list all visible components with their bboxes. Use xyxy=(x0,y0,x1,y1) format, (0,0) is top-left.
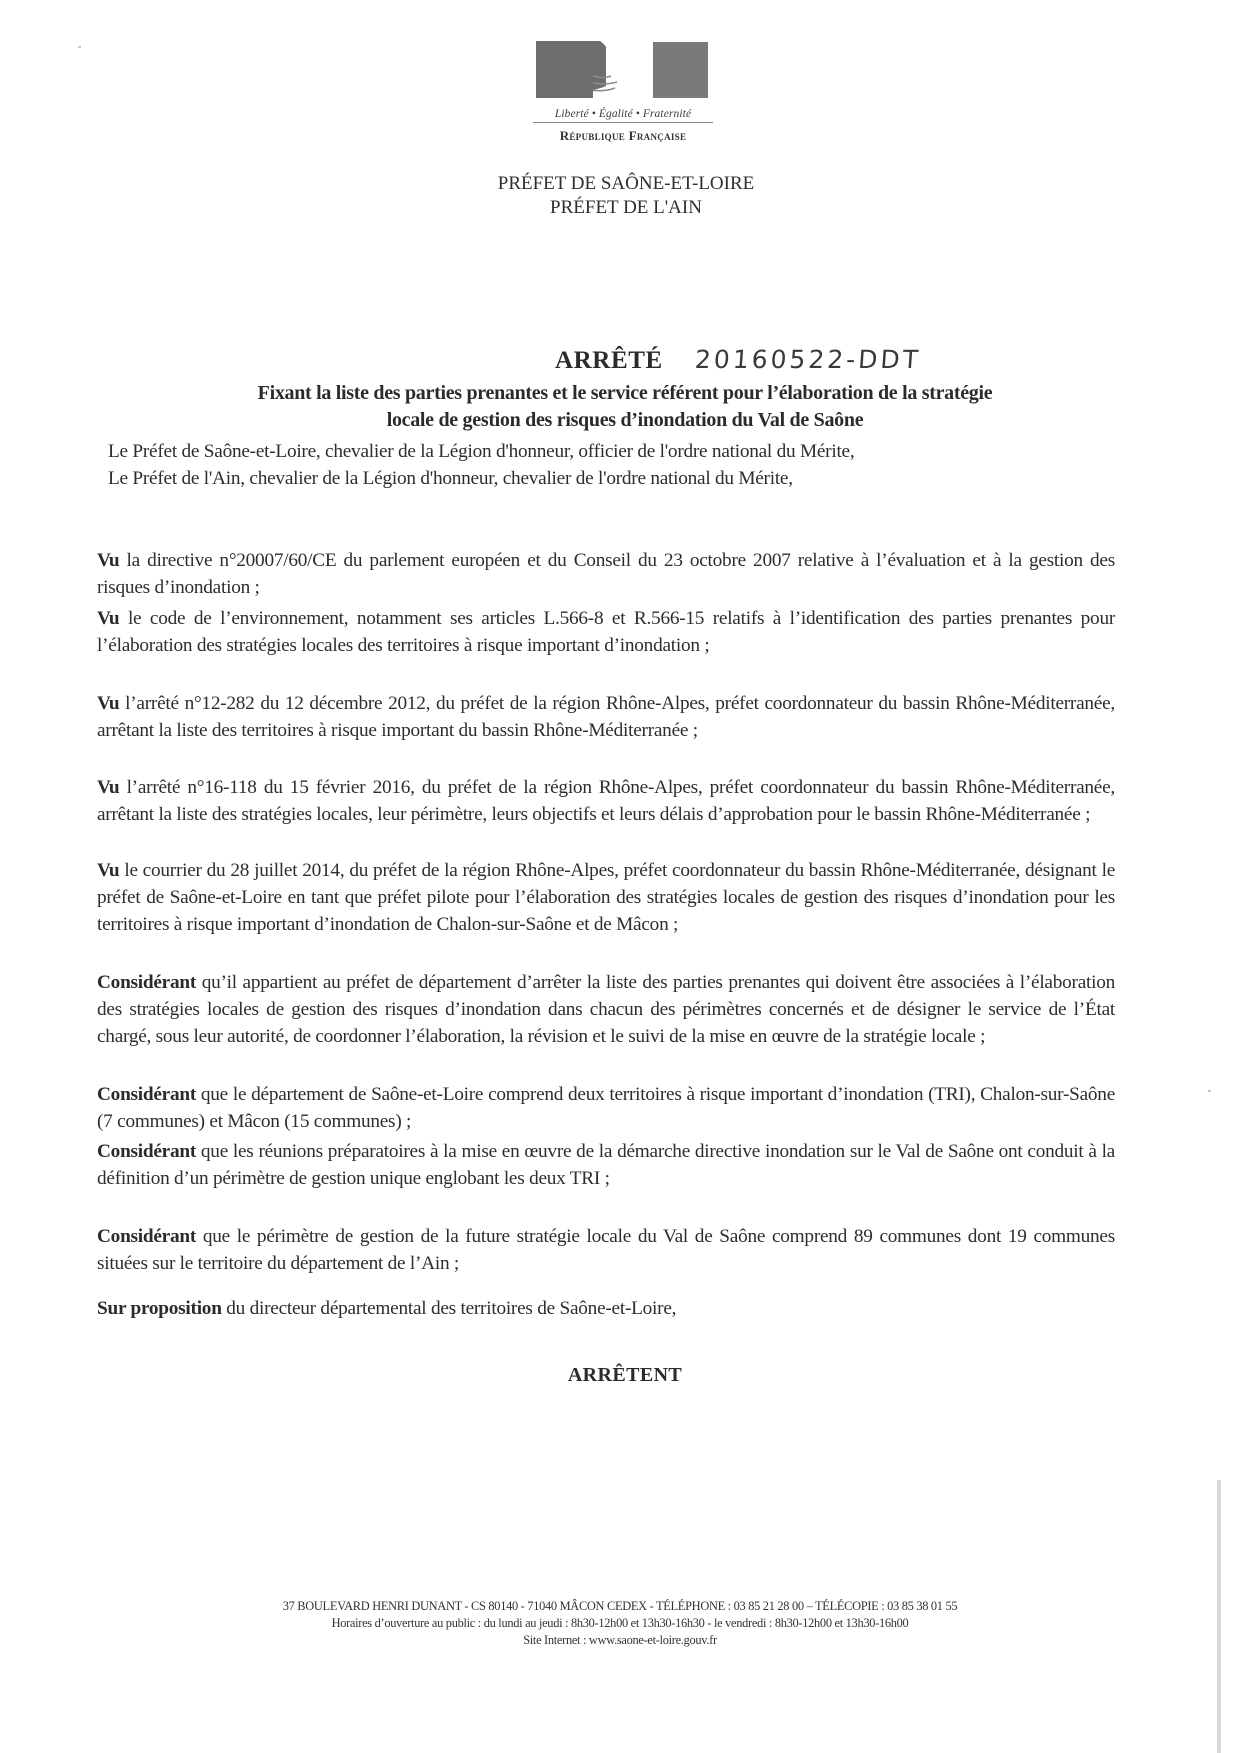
preamble-line: Le Préfet de l'Ain, chevalier de la Légion d'honneur, chevalier de l'ordre national du Mérite, xyxy=(108,468,793,489)
considerant-paragraph xyxy=(97,1081,1115,1135)
republic-name: République Française xyxy=(559,128,687,143)
prefet-ain: PRÉFET DE L'AIN xyxy=(550,197,702,218)
subtitle-line: locale de gestion des risques d’inondation du Val de Saône xyxy=(386,409,864,431)
republic-motto: Liberté • Égalité • Fraternité xyxy=(533,108,713,123)
visa-lead: Vu xyxy=(97,550,120,571)
decision-heading: ARRÊTENT xyxy=(567,1364,683,1386)
footer-address: 37 BOULEVARD HENRI DUNANT - CS 80140 - 71040 MÂCON CEDEX - TÉLÉPHONE : 03 85 21 28 00 – TÉLÉCOPIE : 03 85 38 01 55 xyxy=(282,1599,958,1613)
considerant-lead: Considérant xyxy=(97,1084,197,1105)
visa-lead: Vu xyxy=(97,860,120,881)
document-subtitle xyxy=(120,380,1130,434)
proposition-text: du directeur départemental des territoires de Saône-et-Loire, xyxy=(221,1298,677,1319)
issuing-authorities xyxy=(0,172,1240,220)
proposition-lead: Sur proposition xyxy=(97,1298,222,1319)
visa-paragraph xyxy=(97,690,1115,744)
considerant-paragraph xyxy=(97,969,1115,1050)
visa-paragraph xyxy=(97,547,1115,601)
visa-paragraph xyxy=(97,605,1115,659)
arrete-heading: ARRÊTÉ xyxy=(555,347,663,374)
preamble xyxy=(108,438,1118,492)
handwritten-decree-number: 20160522-DDT xyxy=(693,345,922,374)
document-title xyxy=(555,345,921,375)
considerant-text: que les réunions préparatoires à la mise en œuvre de la démarche directive inondation sur le Val de Saône ont conduit à la définition d’un périmètre de gestion unique englobant les deux TRI ; xyxy=(97,1141,1115,1189)
footer-hours: Horaires d’ouverture au public : du lundi au jeudi : 8h30-12h00 et 13h30-16h30 - le vendredi : 8h30-12h00 et 13h30-16h00 xyxy=(331,1616,909,1630)
considerant-lead: Considérant xyxy=(97,1141,197,1162)
preamble-line: Le Préfet de Saône-et-Loire, chevalier de la Légion d'honneur, officier de l'ordre national du Mérite, xyxy=(108,441,855,462)
visa-lead: Vu xyxy=(97,777,120,798)
considerant-lead: Considérant xyxy=(97,1226,197,1247)
visa-paragraph xyxy=(97,857,1115,938)
visa-lead: Vu xyxy=(97,608,120,629)
marianne-emblem-icon xyxy=(533,40,711,100)
visa-text: le courrier du 28 juillet 2014, du préfet de la région Rhône-Alpes, préfet coordonnateur du bassin Rhône-Méditerranée, désignant le préfet de Saône-et-Loire en tant que préfet pilote pour l’élaboration des stratégies locales de gestion des risques d’inondation pour les territoires à risque important d’inondation de Chalon-sur-Saône et de Mâcon ; xyxy=(97,860,1115,935)
considerant-text: que le département de Saône-et-Loire comprend deux territoires à risque important d’inondation (TRI), Chalon-sur-Saône (7 communes) et Mâcon (15 communes) ; xyxy=(97,1084,1115,1132)
marianne-logo xyxy=(533,40,713,143)
considerant-text: que le périmètre de gestion de la future stratégie locale du Val de Saône comprend 89 communes dont 19 communes situées sur le territoire du département de l’Ain ; xyxy=(97,1226,1115,1274)
page-footer xyxy=(160,1598,1080,1649)
scan-speck xyxy=(1208,1090,1211,1092)
scan-edge-line xyxy=(1217,1480,1221,1753)
considerant-text: qu’il appartient au préfet de département d’arrêter la liste des parties prenantes qui doivent être associées à l’élaboration des stratégies locales de gestion des risques d’inondation dans chacun des périmètres concernés et de désigner le service de l’État chargé, sous leur autorité, de coordonner l’élaboration, la révision et le suivi de la mise en œuvre de la stratégie locale ; xyxy=(97,972,1115,1047)
prefet-saone-et-loire: PRÉFET DE SAÔNE-ET-LOIRE xyxy=(497,173,755,194)
considerant-lead: Considérant xyxy=(97,972,197,993)
footer-website: Site Internet : www.saone-et-loire.gouv.fr xyxy=(523,1633,717,1647)
considerant-paragraph xyxy=(97,1138,1115,1192)
proposition-paragraph xyxy=(97,1295,1115,1322)
scan-speck xyxy=(78,46,81,48)
visa-text: l’arrêté n°12-282 du 12 décembre 2012, du préfet de la région Rhône-Alpes, préfet coordonnateur du bassin Rhône-Méditerranée, arrêtant la liste des territoires à risque important du bassin Rhône-Méditerranée ; xyxy=(97,693,1115,741)
visa-lead: Vu xyxy=(97,693,120,714)
visa-paragraph xyxy=(97,774,1115,828)
visa-text: le code de l’environnement, notamment ses articles L.566-8 et R.566-15 relatifs à l’identification des parties prenantes pour l’élaboration des stratégies locales des territoires à risque important d’inondation ; xyxy=(97,608,1115,656)
visa-text: l’arrêté n°16-118 du 15 février 2016, du préfet de la région Rhône-Alpes, préfet coordonnateur du bassin Rhône-Méditerranée, arrêtant la liste des stratégies locales, leur périmètre, leurs objectifs et leurs délais d’approbation pour le bassin Rhône-Méditerranée ; xyxy=(97,777,1115,825)
subtitle-line: Fixant la liste des parties prenantes et le service référent pour l’élaboration de la stratégie xyxy=(257,382,993,404)
visa-text: la directive n°20007/60/CE du parlement européen et du Conseil du 23 octobre 2007 relative à l’évaluation et à la gestion des risques d’inondation ; xyxy=(97,550,1115,598)
considerant-paragraph xyxy=(97,1223,1115,1277)
